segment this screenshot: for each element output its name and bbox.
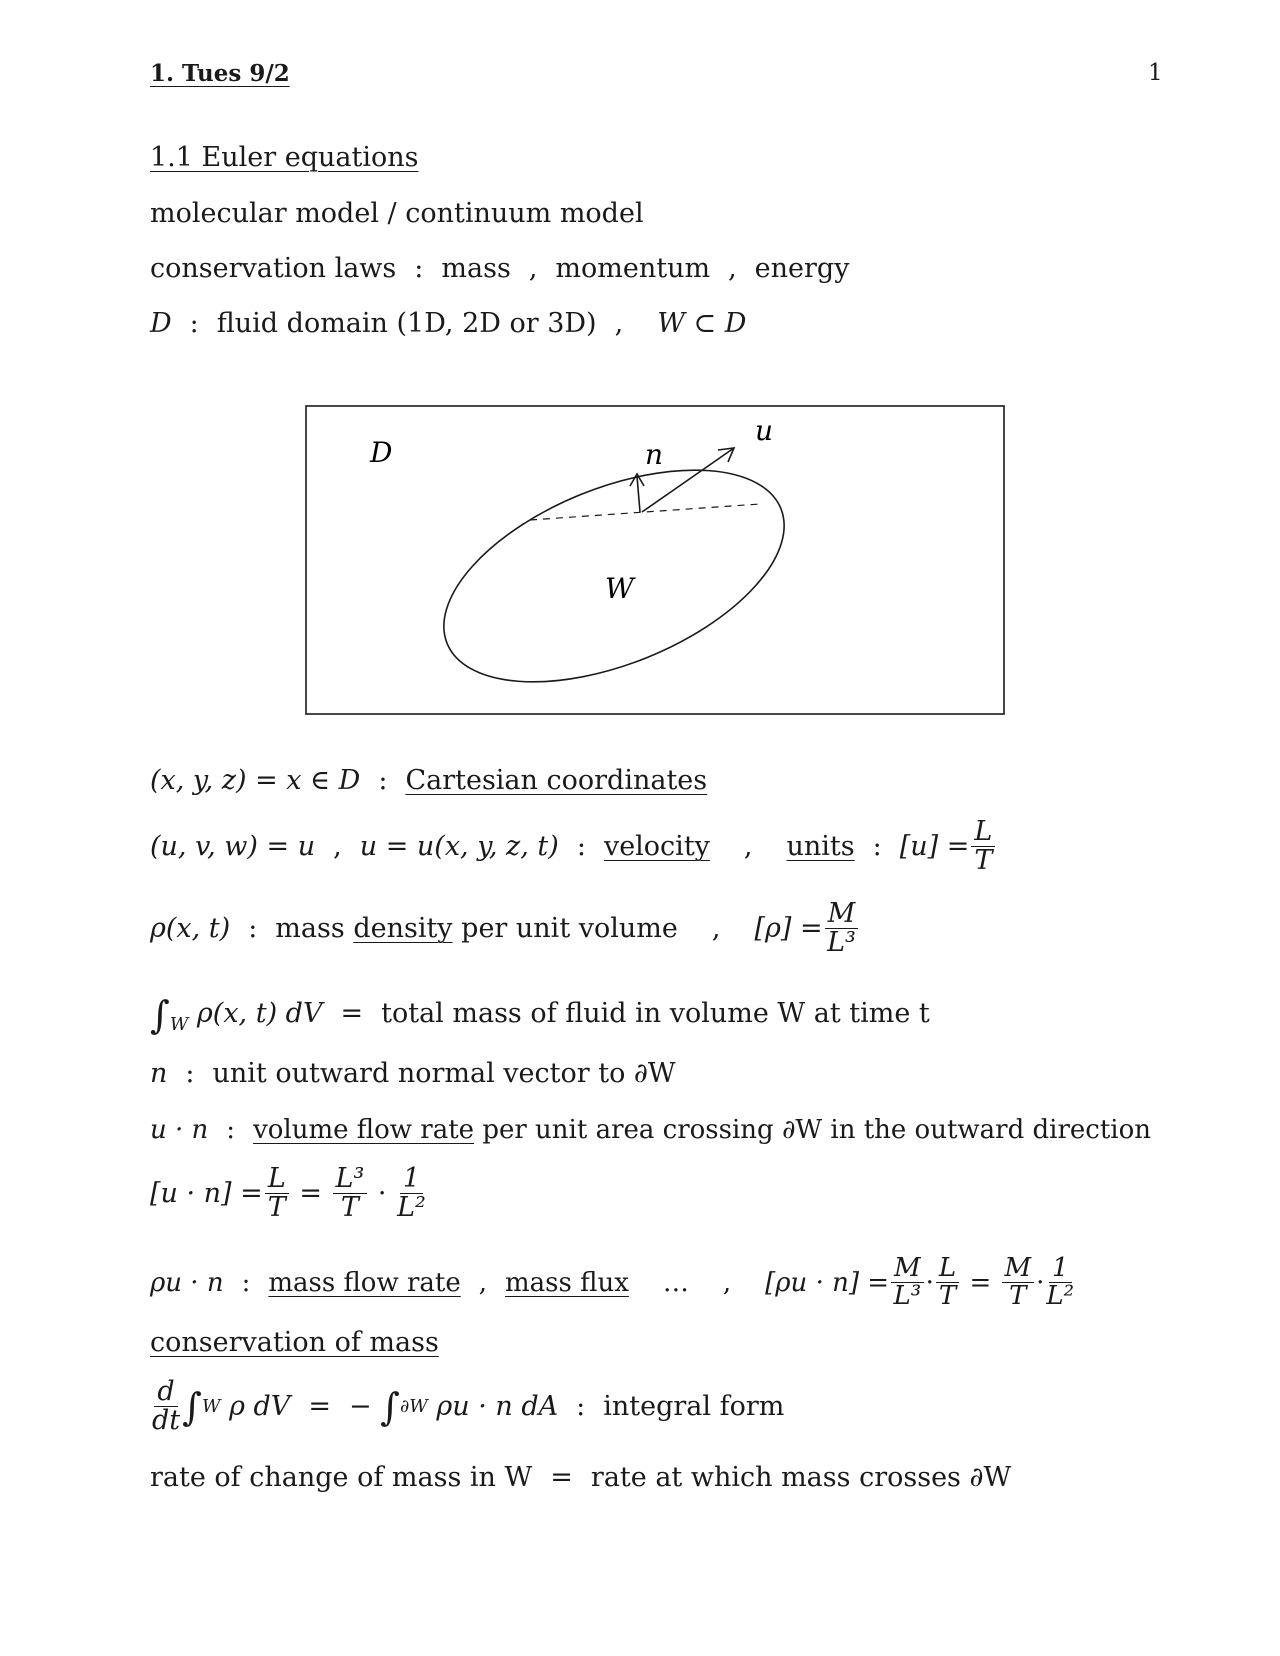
units-text: units bbox=[786, 831, 855, 863]
normal-text: unit outward normal vector to ∂W bbox=[212, 1058, 676, 1089]
mass-flow-line: ρu · n : mass flow rate , mass flux … , [ρu · n] = $\frac{M}{\text{L³}}$ · $\frac{L}{T}$ = $\frac{M}{T}$ · $\frac{1}{\text{L²}}$ bbox=[150, 1253, 1075, 1312]
massflow-text2: mass flux bbox=[505, 1267, 629, 1298]
mf-f4-den: L² bbox=[1046, 1281, 1075, 1312]
ddt-fraction bbox=[152, 1378, 180, 1436]
subset-relation: W ⊂ D bbox=[657, 308, 747, 339]
velocity-func: u = u(x, y, z, t) bbox=[359, 831, 559, 863]
mf-frac-2 bbox=[936, 1255, 959, 1311]
mf-f3-num: M bbox=[1002, 1255, 1035, 1283]
un-f2-den: T bbox=[340, 1192, 359, 1224]
tangent-line bbox=[530, 504, 760, 520]
subsection-title: 1.1 Euler equations bbox=[150, 142, 419, 173]
mf-f2-den: T bbox=[938, 1281, 957, 1312]
density-units-fraction bbox=[825, 900, 859, 958]
normal-symbol: n bbox=[150, 1058, 168, 1089]
units-den: T bbox=[974, 845, 993, 877]
density-word: density bbox=[353, 913, 453, 945]
velocity-line: (u, v, w) = u , u = u(x, y, z, t) : velocity , units : [u] = $\frac{L}{T}$ bbox=[150, 818, 997, 876]
units-lhs: [u] = bbox=[899, 831, 970, 863]
density-pre: mass bbox=[275, 913, 345, 945]
rate-rhs: rate at which mass crosses ∂W bbox=[590, 1462, 1012, 1493]
integral-form-line: $\frac{d}{dt}$ ∫ W ρ dV = − ∫ ∂W ρu · n dA : integral form bbox=[152, 1376, 785, 1437]
total-mass-integrand: ρ(x, t) dV bbox=[196, 998, 323, 1029]
cartesian-text: Cartesian coordinates bbox=[405, 765, 708, 796]
velocity-text: velocity bbox=[603, 831, 710, 863]
mf-frac-3 bbox=[1002, 1255, 1035, 1311]
massflow-text1: mass flow rate bbox=[268, 1267, 461, 1298]
ellipsis: … bbox=[662, 1267, 689, 1298]
law-momentum: momentum bbox=[555, 253, 711, 284]
density-units-lhs: [ρ] = bbox=[754, 913, 823, 945]
label-n: n bbox=[645, 438, 664, 471]
rate-lhs: rate of change of mass in W bbox=[150, 1462, 533, 1493]
density-den: L³ bbox=[827, 927, 856, 959]
rhs-integral-sign: ∫ bbox=[380, 1384, 400, 1429]
mf-f1-den: L³ bbox=[893, 1281, 922, 1312]
cartesian-line: (x, y, z) = x ∈ D : Cartesian coordinates bbox=[150, 765, 708, 796]
label-W: W bbox=[605, 572, 634, 605]
velocity-lhs: (u, v, w) = u bbox=[150, 831, 316, 863]
un-frac-3 bbox=[397, 1165, 426, 1223]
domain-desc: fluid domain (1D, 2D or 3D) bbox=[216, 308, 597, 339]
un-frac-2 bbox=[333, 1165, 368, 1223]
normal-arrow bbox=[637, 476, 640, 512]
density-post: per unit volume bbox=[461, 913, 678, 945]
un-f2-num: L³ bbox=[333, 1165, 368, 1194]
lhs-integral-sign: ∫ bbox=[182, 1384, 202, 1429]
rhs-integrand: ρu · n dA bbox=[436, 1391, 559, 1423]
un-f3-den: L² bbox=[397, 1192, 426, 1224]
massflow-units-lhs: [ρu · n] = bbox=[765, 1267, 890, 1298]
un-f1-den: T bbox=[267, 1192, 286, 1224]
mf-f4-num: 1 bbox=[1049, 1255, 1072, 1283]
rate-line: rate of change of mass in W = rate at which mass crosses ∂W bbox=[150, 1462, 1012, 1493]
mf-frac-4 bbox=[1046, 1255, 1074, 1311]
page-number: 1 bbox=[1148, 60, 1163, 86]
density-line: ρ(x, t) : mass density per unit volume , [ρ] = $\frac{M}{\text{L³}}$ bbox=[150, 900, 860, 958]
flow-rate-line: u · n : volume flow rate per unit area crossing ∂W in the outward direction bbox=[150, 1115, 1151, 1145]
units-fraction bbox=[971, 818, 995, 876]
ddt-num: d bbox=[154, 1378, 177, 1407]
law-energy: energy bbox=[754, 253, 850, 284]
domain-line: D : fluid domain (1D, 2D or 3D) , W ⊂ D bbox=[150, 308, 747, 339]
law-mass: mass bbox=[441, 253, 511, 284]
integral-sign: ∫ bbox=[150, 993, 170, 1037]
fluid-domain-diagram bbox=[300, 400, 1010, 720]
massflow-lhs: ρu · n bbox=[150, 1267, 224, 1298]
label-u: u bbox=[755, 414, 774, 447]
cartesian-lhs: (x, y, z) = x ∈ D bbox=[150, 765, 361, 796]
conservation-title: conservation of mass bbox=[150, 1327, 439, 1358]
conservation-prefix: conservation laws bbox=[150, 253, 397, 284]
density-lhs: ρ(x, t) bbox=[150, 913, 231, 945]
ddt-den: dt bbox=[152, 1405, 181, 1437]
flow-lhs: u · n bbox=[150, 1115, 209, 1145]
units-num: L bbox=[971, 818, 995, 847]
un-f3-num: 1 bbox=[400, 1165, 423, 1194]
lhs-integrand: ρ dV bbox=[229, 1391, 291, 1423]
normal-line: n : unit outward normal vector to ∂W bbox=[150, 1058, 676, 1089]
mf-f2-num: L bbox=[936, 1255, 959, 1283]
label-D: D bbox=[370, 436, 393, 469]
total-mass-line: $\int_W$ ρ(x, t) dV = total mass of fluid in volume W at time t bbox=[150, 993, 930, 1037]
models-line: molecular model / continuum model bbox=[150, 198, 644, 229]
mf-f3-den: T bbox=[1009, 1281, 1027, 1312]
flow-underlined: volume flow rate bbox=[253, 1115, 475, 1145]
section-header: 1. Tues 9/2 bbox=[150, 60, 290, 87]
total-mass-sub: W bbox=[169, 1014, 189, 1035]
domain-symbol: D bbox=[150, 308, 172, 339]
density-num: M bbox=[825, 900, 859, 929]
un-units-lhs: [u · n] = bbox=[150, 1178, 263, 1210]
total-mass-text: total mass of fluid in volume W at time t bbox=[381, 998, 930, 1029]
un-f1-num: L bbox=[265, 1165, 289, 1194]
integral-form-text: integral form bbox=[603, 1391, 785, 1423]
conservation-laws-line: conservation laws : mass , momentum , energy bbox=[150, 253, 850, 284]
mf-frac-1 bbox=[891, 1255, 924, 1311]
rhs-sub: ∂W bbox=[399, 1396, 428, 1418]
mf-f1-num: M bbox=[891, 1255, 924, 1283]
un-units-line: [u · n] = $\frac{L}{T}$ = $\frac{\text{L³}}{T}$ · $\frac{1}{\text{L²}}$ bbox=[150, 1163, 426, 1224]
un-frac-1 bbox=[265, 1165, 289, 1223]
flow-rest: per unit area crossing ∂W in the outward direction bbox=[482, 1115, 1151, 1145]
lhs-sub: W bbox=[201, 1396, 221, 1418]
